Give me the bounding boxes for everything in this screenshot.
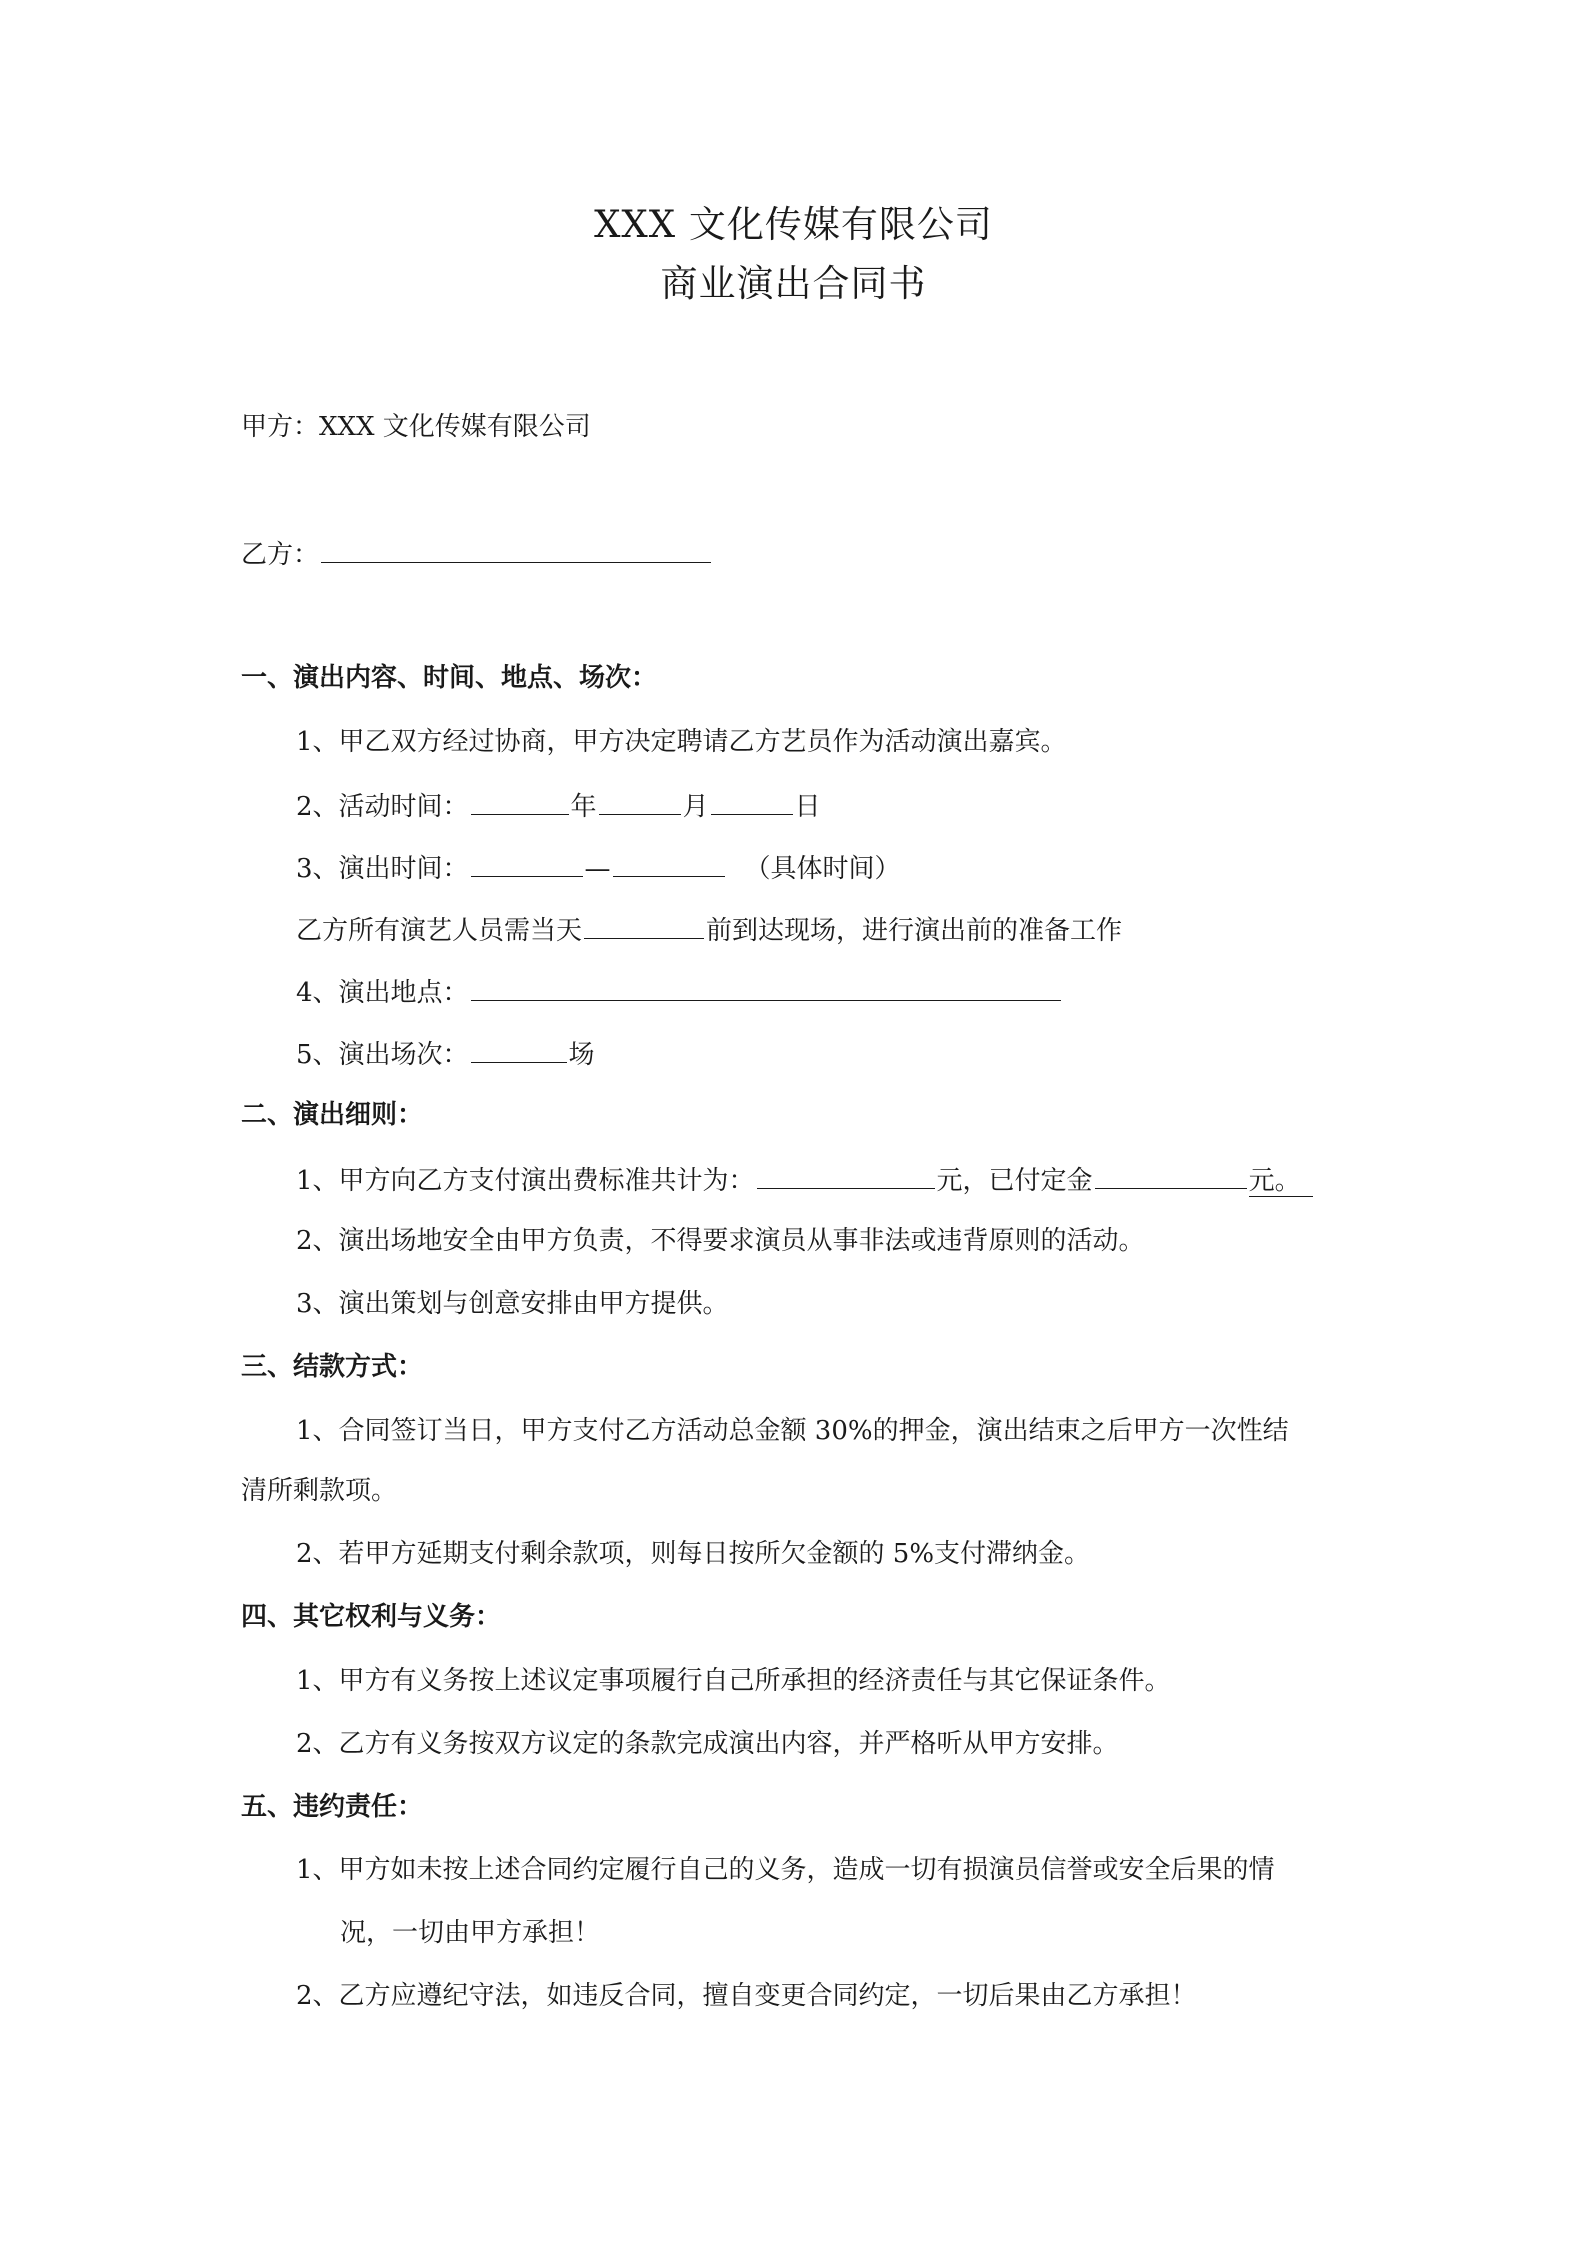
prep-text-b: 前到达现场，进行演出前的准备工作 bbox=[706, 916, 1123, 946]
party-b-label: 乙方： bbox=[241, 540, 320, 570]
section2-item3: 3、演出策划与创意安排由甲方提供。 bbox=[296, 1289, 729, 1319]
section4-heading: 四、其它权利与义务： bbox=[241, 1602, 502, 1632]
prep-text-a: 乙方所有演艺人员需当天 bbox=[296, 916, 583, 946]
section5-item1-line2: 况，一切由甲方承担！ bbox=[340, 1918, 601, 1948]
section2-item1 bbox=[296, 1161, 1313, 1198]
section1-item1: 1、甲乙双方经过协商，甲方决定聘请乙方艺员作为活动演出嘉宾。 bbox=[296, 727, 1067, 757]
fee-text-b: 元，已付定金 bbox=[936, 1166, 1093, 1196]
section1-prep-line bbox=[296, 911, 1122, 948]
section4-item1: 1、甲方有义务按上述议定事项履行自己所承担的经济责任与其它保证条件。 bbox=[296, 1666, 1171, 1696]
sessions-label: 5、演出场次： bbox=[296, 1040, 469, 1070]
fee-text-a: 1、甲方向乙方支付演出费标准共计为： bbox=[296, 1166, 755, 1196]
day-label: 日 bbox=[794, 792, 821, 822]
party-a-line: 甲方：XXX 文化传媒有限公司 bbox=[241, 412, 591, 442]
show-time-label: 3、演出时间： bbox=[296, 854, 469, 884]
activity-time-label: 2、活动时间： bbox=[296, 792, 469, 822]
section1-item5 bbox=[296, 1035, 595, 1072]
deposit-amount-blank bbox=[1095, 1161, 1247, 1189]
section4-item2: 2、乙方有义务按双方议定的条款完成演出内容，并严格听从甲方安排。 bbox=[296, 1729, 1119, 1759]
time-dash: — bbox=[584, 854, 611, 884]
year-label: 年 bbox=[570, 792, 597, 822]
month-label: 月 bbox=[682, 792, 709, 822]
section2-item2: 2、演出场地安全由甲方负责，不得要求演员从事非法或违背原则的活动。 bbox=[296, 1226, 1145, 1256]
start-time-blank bbox=[471, 849, 583, 877]
sessions-unit: 场 bbox=[568, 1040, 595, 1070]
specific-time-note: （具体时间） bbox=[744, 854, 901, 884]
section3-item1-line2: 清所剩款项。 bbox=[241, 1476, 398, 1506]
section3-item2: 2、若甲方延期支付剩余款项，则每日按所欠金额的 5%支付滞纳金。 bbox=[296, 1539, 1091, 1569]
section1-item3 bbox=[296, 849, 901, 886]
section5-heading: 五、违约责任： bbox=[241, 1792, 424, 1822]
party-b-line bbox=[241, 535, 713, 572]
month-blank bbox=[599, 787, 681, 815]
venue-blank bbox=[471, 973, 1061, 1001]
party-b-blank bbox=[321, 535, 711, 563]
year-blank bbox=[471, 787, 569, 815]
venue-label: 4、演出地点： bbox=[296, 978, 469, 1008]
section3-item1-line1: 1、合同签订当日，甲方支付乙方活动总金额 30%的押金，演出结束之后甲方一次性结 bbox=[296, 1416, 1289, 1446]
section2-heading: 二、演出细则： bbox=[241, 1100, 424, 1130]
fee-text-c: 元。 bbox=[1249, 1166, 1313, 1197]
document-title: 商业演出合同书 bbox=[660, 262, 927, 305]
section5-item1-line1: 1、甲方如未按上述合同约定履行自己的义务，造成一切有损演员信誉或安全后果的情 bbox=[296, 1855, 1275, 1885]
section1-item2 bbox=[296, 787, 821, 824]
fee-amount-blank bbox=[757, 1161, 935, 1189]
section3-heading: 三、结款方式： bbox=[241, 1352, 424, 1382]
section5-item2: 2、乙方应遵纪守法，如违反合同，擅自变更合同约定，一切后果由乙方承担！ bbox=[296, 1981, 1197, 2011]
company-title: XXX 文化传媒有限公司 bbox=[594, 203, 993, 246]
sessions-blank bbox=[471, 1035, 567, 1063]
day-blank bbox=[711, 787, 793, 815]
end-time-blank bbox=[613, 849, 725, 877]
section1-heading: 一、演出内容、时间、地点、场次： bbox=[241, 663, 658, 693]
arrival-time-blank bbox=[584, 911, 704, 939]
section1-item4 bbox=[296, 973, 1063, 1010]
